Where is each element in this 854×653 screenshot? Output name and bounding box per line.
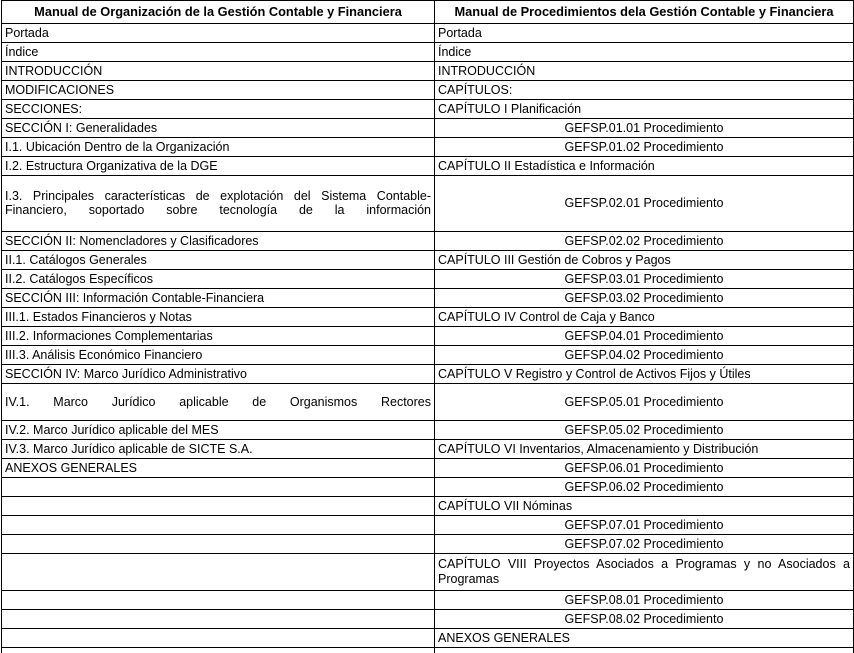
cell-organizacion — [2, 553, 435, 590]
cell-organizacion: I.1. Ubicación Dentro de la Organización — [2, 137, 435, 156]
table-header-row — [2, 1, 854, 24]
table-row — [2, 383, 854, 420]
table-row — [2, 307, 854, 326]
cell-organizacion: III.2. Informaciones Complementarias — [2, 326, 435, 345]
cell-organizacion: IV.1. Marco Jurídico aplicable de Organismos Rectores — [2, 383, 435, 420]
cell-procedimientos: CAPÍTULO I Planificación — [435, 99, 854, 118]
manual-comparison-table — [1, 0, 854, 653]
table-row — [2, 250, 854, 269]
table-row — [2, 231, 854, 250]
cell-procedimientos: GEFSP.06.01 Procedimiento — [435, 458, 854, 477]
table-row — [2, 458, 854, 477]
table-row — [2, 269, 854, 288]
table-row — [2, 23, 854, 42]
cell-procedimientos: GEFSP.01.02 Procedimiento — [435, 137, 854, 156]
table-row — [2, 288, 854, 307]
table-row — [2, 118, 854, 137]
cell-procedimientos — [435, 647, 854, 653]
cell-organizacion: SECCIÓN IV: Marco Jurídico Administrativo — [2, 364, 435, 383]
cell-procedimientos: ANEXOS GENERALES — [435, 628, 854, 647]
cell-organizacion: I.2. Estructura Organizativa de la DGE — [2, 156, 435, 175]
cell-procedimientos: GEFSP.05.01 Procedimiento — [435, 383, 854, 420]
cell-organizacion: II.2. Catálogos Específicos — [2, 269, 435, 288]
table-row — [2, 137, 854, 156]
column-header-organizacion: Manual de Organización de la Gestión Contable y Financiera — [2, 1, 435, 24]
table-row — [2, 496, 854, 515]
column-header-procedimientos: Manual de Procedimientos dela Gestión Contable y Financiera — [435, 1, 854, 24]
cell-organizacion: IV.3. Marco Jurídico aplicable de SICTE S.A. — [2, 439, 435, 458]
cell-procedimientos: CAPÍTULO VIII Proyectos Asociados a Programas y no Asociados a Programas — [435, 553, 854, 590]
cell-organizacion: I.3. Principales características de explotación del Sistema Contable-Financiero, soportado sobre tecnología de la información — [2, 175, 435, 231]
table-head — [2, 1, 854, 24]
cell-procedimientos: GEFSP.08.02 Procedimiento — [435, 609, 854, 628]
table-row — [2, 647, 854, 653]
table-row — [2, 175, 854, 231]
table-row — [2, 515, 854, 534]
table-row — [2, 590, 854, 609]
cell-procedimientos: GEFSP.03.02 Procedimiento — [435, 288, 854, 307]
table-row — [2, 99, 854, 118]
cell-procedimientos: GEFSP.07.02 Procedimiento — [435, 534, 854, 553]
cell-procedimientos: INTRODUCCIÓN — [435, 61, 854, 80]
table-row — [2, 42, 854, 61]
cell-procedimientos: CAPÍTULO II Estadística e Información — [435, 156, 854, 175]
table-row — [2, 61, 854, 80]
cell-organizacion — [2, 647, 435, 653]
cell-organizacion — [2, 628, 435, 647]
cell-procedimientos: CAPÍTULO III Gestión de Cobros y Pagos — [435, 250, 854, 269]
cell-organizacion: INTRODUCCIÓN — [2, 61, 435, 80]
cell-procedimientos: CAPÍTULO VII Nóminas — [435, 496, 854, 515]
cell-organizacion: III.3. Análisis Económico Financiero — [2, 345, 435, 364]
cell-organizacion: SECCIÓN III: Información Contable-Financiera — [2, 288, 435, 307]
cell-procedimientos: GEFSP.01.01 Procedimiento — [435, 118, 854, 137]
table-row — [2, 628, 854, 647]
cell-organizacion: SECCIONES: — [2, 99, 435, 118]
cell-procedimientos: GEFSP.02.01 Procedimiento — [435, 175, 854, 231]
table-row — [2, 553, 854, 590]
cell-organizacion: Portada — [2, 23, 435, 42]
cell-organizacion: IV.2. Marco Jurídico aplicable del MES — [2, 420, 435, 439]
cell-procedimientos: GEFSP.07.01 Procedimiento — [435, 515, 854, 534]
cell-organizacion: ANEXOS GENERALES — [2, 458, 435, 477]
table-row — [2, 345, 854, 364]
cell-procedimientos: Portada — [435, 23, 854, 42]
cell-procedimientos: GEFSP.05.02 Procedimiento — [435, 420, 854, 439]
cell-procedimientos: GEFSP.04.01 Procedimiento — [435, 326, 854, 345]
cell-procedimientos: CAPÍTULO IV Control de Caja y Banco — [435, 307, 854, 326]
table-row — [2, 326, 854, 345]
cell-organizacion: III.1. Estados Financieros y Notas — [2, 307, 435, 326]
cell-organizacion: MODIFICACIONES — [2, 80, 435, 99]
cell-procedimientos: Índice — [435, 42, 854, 61]
table-row — [2, 364, 854, 383]
cell-organizacion — [2, 515, 435, 534]
table-row — [2, 439, 854, 458]
table-row — [2, 80, 854, 99]
cell-procedimientos: CAPÍTULO VI Inventarios, Almacenamiento y Distribución — [435, 439, 854, 458]
table-row — [2, 477, 854, 496]
cell-organizacion: SECCIÓN I: Generalidades — [2, 118, 435, 137]
cell-procedimientos: CAPÍTULO V Registro y Control de Activos Fijos y Útiles — [435, 364, 854, 383]
cell-organizacion: II.1. Catálogos Generales — [2, 250, 435, 269]
cell-procedimientos: GEFSP.03.01 Procedimiento — [435, 269, 854, 288]
cell-procedimientos: GEFSP.04.02 Procedimiento — [435, 345, 854, 364]
cell-organizacion: Índice — [2, 42, 435, 61]
cell-organizacion — [2, 477, 435, 496]
table-row — [2, 609, 854, 628]
cell-organizacion — [2, 534, 435, 553]
cell-procedimientos: GEFSP.06.02 Procedimiento — [435, 477, 854, 496]
cell-organizacion — [2, 609, 435, 628]
cell-procedimientos: CAPÍTULOS: — [435, 80, 854, 99]
cell-organizacion: SECCIÓN II: Nomencladores y Clasificadores — [2, 231, 435, 250]
cell-procedimientos: GEFSP.02.02 Procedimiento — [435, 231, 854, 250]
cell-organizacion — [2, 496, 435, 515]
cell-procedimientos: GEFSP.08.01 Procedimiento — [435, 590, 854, 609]
table-row — [2, 420, 854, 439]
table-body — [2, 23, 854, 653]
table-row — [2, 534, 854, 553]
cell-organizacion — [2, 590, 435, 609]
table-row — [2, 156, 854, 175]
